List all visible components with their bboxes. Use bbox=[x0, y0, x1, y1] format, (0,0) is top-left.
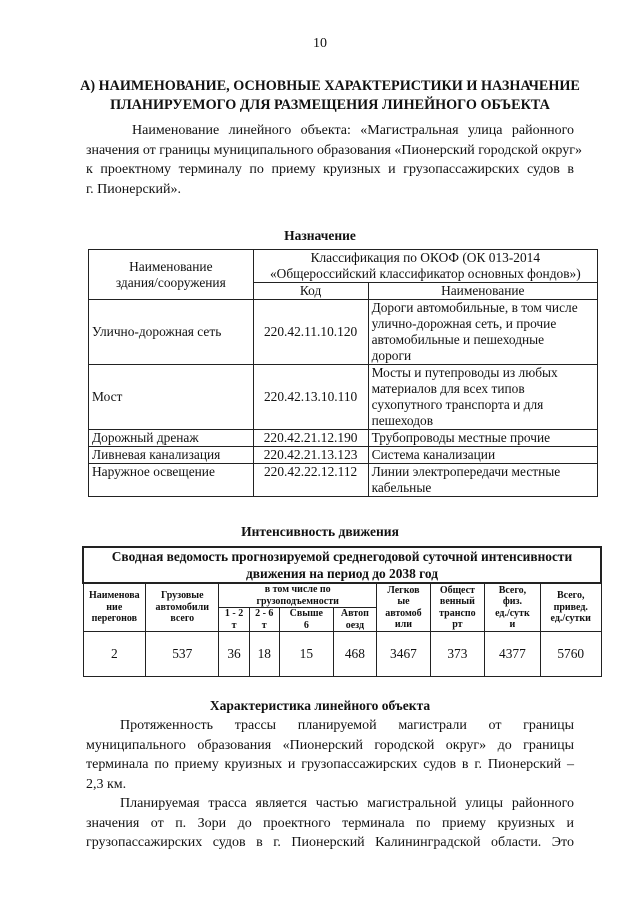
header-t2 bbox=[249, 608, 279, 632]
characteristics-title: Характеристика линейного объекта bbox=[209, 698, 431, 713]
text-line: значения от п. Зори до проектного терминала по приему круизных и bbox=[86, 815, 574, 831]
header-text: ые bbox=[397, 596, 410, 607]
header-text: т bbox=[261, 619, 267, 631]
row-title bbox=[368, 300, 597, 365]
header-text: 1 - 2 bbox=[224, 608, 244, 619]
row-title bbox=[368, 365, 597, 430]
header-text: Автоп bbox=[340, 608, 369, 619]
header-text: привед. bbox=[553, 601, 588, 613]
text-line: терминала по приему круизных и грузопассажирских судов в г. Пионерский – bbox=[86, 757, 574, 772]
cell-line: материалов для всех типов bbox=[371, 381, 525, 396]
heading-line-2: ПЛАНИРУЕМОГО ДЛЯ РАЗМЕЩЕНИЯ ЛИНЕЙНОГО ОБЪЕКТА bbox=[110, 97, 550, 113]
row-code: 220.42.13.10.110 bbox=[253, 365, 368, 430]
row-title bbox=[368, 430, 597, 447]
header-text: или bbox=[394, 619, 413, 630]
header-text: Свыше bbox=[289, 608, 323, 619]
cell-line: Мосты и путепроводы из любых bbox=[371, 365, 558, 380]
row-title bbox=[368, 464, 597, 497]
text-line: Протяженность трассы планируемой магистрали от границы bbox=[120, 718, 574, 733]
header-text: ед./сутки bbox=[550, 613, 591, 625]
header-light bbox=[376, 583, 430, 632]
value-cell: 36 bbox=[219, 632, 249, 677]
cell-line: сухопутного транспорта и для bbox=[371, 397, 544, 412]
value-cell: 468 bbox=[333, 632, 376, 677]
row-name: Мост bbox=[89, 365, 254, 430]
cell-line: кабельные bbox=[371, 480, 432, 495]
row-name: Улично-дорожная сеть bbox=[89, 300, 254, 365]
characteristics-paragraph-2 bbox=[86, 794, 574, 853]
page-number: 10 bbox=[313, 36, 327, 51]
cell-line: Трубопроводы местные прочие bbox=[371, 430, 551, 445]
table-row bbox=[89, 430, 598, 447]
header-text: грузоподъемности bbox=[256, 595, 339, 607]
header-text: Грузовые bbox=[161, 590, 204, 602]
header-text: Общест bbox=[439, 584, 475, 596]
value-cell: 18 bbox=[249, 632, 279, 677]
header-text: венный bbox=[439, 596, 475, 607]
table-row bbox=[89, 300, 598, 365]
purpose-table bbox=[88, 249, 598, 497]
value-cell: 15 bbox=[279, 632, 333, 677]
header-text: Легков bbox=[387, 584, 420, 596]
row-code: 220.42.22.12.112 bbox=[253, 464, 368, 497]
header-text: 6 bbox=[303, 619, 309, 631]
characteristics-paragraph-1 bbox=[86, 716, 574, 794]
traffic-table bbox=[82, 546, 602, 677]
col-class-header bbox=[253, 250, 597, 283]
value-cell: 537 bbox=[146, 632, 219, 677]
header-text: Классификация по ОКОФ (ОК 013-2014 bbox=[310, 250, 541, 265]
heading-line-1: А) НАИМЕНОВАНИЕ, ОСНОВНЫЕ ХАРАКТЕРИСТИКИ И НАЗНАЧЕНИЕ bbox=[80, 78, 580, 94]
header-text: ние bbox=[106, 601, 123, 613]
cell-line: Линии электропередачи местные bbox=[371, 464, 561, 479]
table-row bbox=[83, 632, 601, 677]
header-phys bbox=[484, 583, 540, 632]
cell-line: дороги bbox=[371, 348, 412, 363]
table-row bbox=[89, 464, 598, 497]
row-code: 220.42.21.13.123 bbox=[253, 447, 368, 464]
header-text: Наименование bbox=[129, 258, 213, 274]
header-text: Всего, bbox=[498, 584, 527, 596]
value-cell: 2 bbox=[83, 632, 146, 677]
col-title-header: Наименование bbox=[368, 283, 597, 300]
caption-line: движения на период до 2038 год bbox=[245, 566, 438, 581]
text-line: 2,3 км. bbox=[86, 776, 127, 792]
purpose-title: Назначение bbox=[284, 228, 356, 243]
cell-line: пешеходов bbox=[371, 413, 434, 428]
traffic-caption bbox=[83, 547, 601, 583]
header-text: «Общероссийский классификатор основных фондов») bbox=[269, 266, 581, 281]
intro-line: значения от границы муниципального образования «Пионерский городской округ» bbox=[86, 142, 582, 158]
header-trucks bbox=[146, 583, 219, 632]
header-t1 bbox=[219, 608, 249, 632]
text-line: муниципального образования «Пионерский городской округ» до границы bbox=[86, 737, 574, 753]
value-cell: 4377 bbox=[484, 632, 540, 677]
header-text: рт bbox=[452, 619, 463, 630]
header-text: физ. bbox=[502, 596, 523, 607]
cell-line: Дороги автомобильные, в том числе bbox=[371, 300, 578, 315]
value-cell: 5760 bbox=[540, 632, 601, 677]
row-code: 220.42.21.12.190 bbox=[253, 430, 368, 447]
row-name: Ливневая канализация bbox=[89, 447, 254, 464]
table-row bbox=[89, 447, 598, 464]
col-code-header: Код bbox=[253, 283, 368, 300]
header-reduced bbox=[540, 583, 601, 632]
header-text: в том числе по bbox=[264, 584, 331, 595]
header-text: Наименова bbox=[88, 590, 140, 602]
header-text: Всего, bbox=[557, 590, 585, 602]
intro-line: к проектному терминалу по приему круизных и грузопассажирских судов в bbox=[86, 162, 574, 177]
header-text: и bbox=[509, 619, 516, 630]
header-text: автомоб bbox=[385, 607, 422, 619]
traffic-title: Интенсивность движения bbox=[241, 524, 399, 539]
header-text: всего bbox=[170, 613, 195, 625]
header-text: перегонов bbox=[91, 613, 137, 625]
header-including bbox=[219, 583, 377, 608]
header-text: здания/сооружения bbox=[115, 274, 226, 290]
intro-paragraph bbox=[86, 121, 582, 199]
row-title bbox=[368, 447, 597, 464]
text-line: Планируемая трасса является частью магистральной улицы районного bbox=[120, 796, 574, 811]
intro-line: Наименование линейного объекта: «Магистральная улица районного bbox=[132, 123, 574, 138]
header-text: транспо bbox=[439, 607, 476, 619]
cell-line: улично-дорожная сеть, и прочие bbox=[371, 316, 557, 331]
header-t3 bbox=[279, 608, 333, 632]
header-text: т bbox=[231, 619, 237, 631]
intro-line: г. Пионерский». bbox=[86, 181, 181, 197]
header-text: ед./сутк bbox=[495, 607, 530, 619]
cell-line: автомобильные и пешеходные bbox=[371, 332, 545, 347]
value-cell: 373 bbox=[430, 632, 484, 677]
header-name bbox=[83, 583, 146, 632]
caption-line: Сводная ведомость прогнозируемой среднегодовой суточной интенсивности bbox=[111, 549, 573, 564]
header-text: 2 - 6 bbox=[255, 608, 274, 619]
header-t4 bbox=[333, 608, 376, 632]
col-name-header bbox=[89, 250, 254, 300]
header-text: оезд bbox=[345, 619, 365, 631]
table-row bbox=[89, 365, 598, 430]
cell-line: Система канализации bbox=[371, 447, 496, 462]
header-text: автомобили bbox=[155, 601, 210, 613]
text-line: грузопассажирских судов в г. Пионерский Калининградской области. Это bbox=[86, 835, 574, 850]
row-code: 220.42.11.10.120 bbox=[253, 300, 368, 365]
row-name: Наружное освещение bbox=[89, 464, 254, 497]
section-heading bbox=[80, 77, 580, 115]
row-name: Дорожный дренаж bbox=[89, 430, 254, 447]
value-cell: 3467 bbox=[376, 632, 430, 677]
header-public bbox=[430, 583, 484, 632]
